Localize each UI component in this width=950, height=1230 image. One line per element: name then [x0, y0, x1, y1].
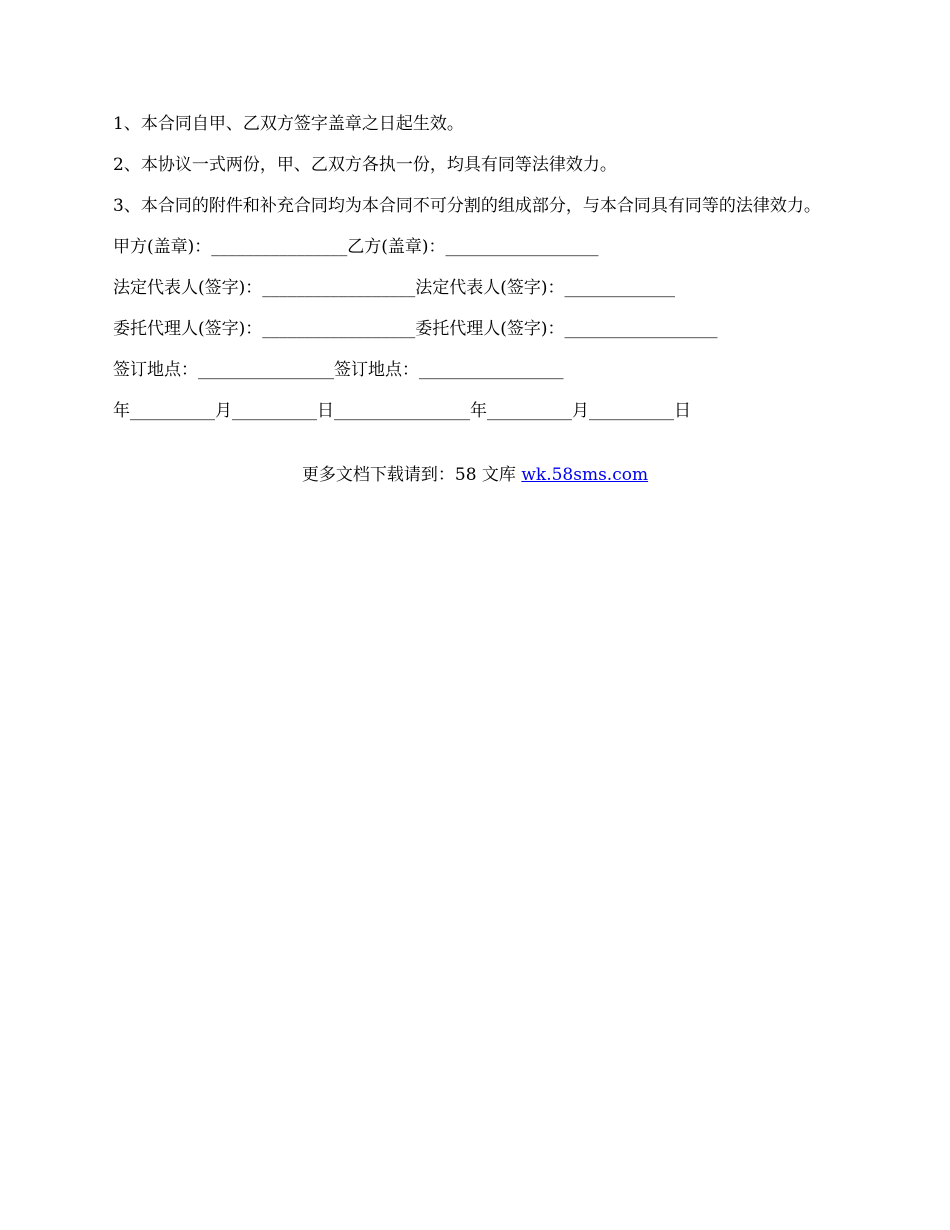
footer [0, 464, 950, 487]
signature-line-place: 签订地点：________________签订地点：_________________ [113, 360, 564, 380]
signature-line-agent: 委托代理人(签字)：__________________委托代理人(签字)：__________________ [113, 319, 718, 339]
document-body [113, 113, 837, 441]
footer-text: 更多文档下载请到：58 文库 [301, 465, 522, 485]
signature-line-party-seal: 甲方(盖章)：________________乙方(盖章)：__________________ [113, 237, 599, 257]
signature-line-date: 年__________月__________日________________年__________月__________日 [113, 401, 691, 421]
footer-link[interactable]: wk.58sms.com [521, 465, 649, 485]
signature-line-legal-rep: 法定代表人(签字)：__________________法定代表人(签字)：_____________ [113, 278, 676, 298]
clause-3: 3、本合同的附件和补充合同均为本合同不可分割的组成部分，与本合同具有同等的法律效力。 [113, 196, 821, 216]
clause-2: 2、本协议一式两份，甲、乙双方各执一份，均具有同等法律效力。 [113, 155, 617, 175]
clause-1: 1、本合同自甲、乙双方签字盖章之日起生效。 [113, 114, 464, 134]
